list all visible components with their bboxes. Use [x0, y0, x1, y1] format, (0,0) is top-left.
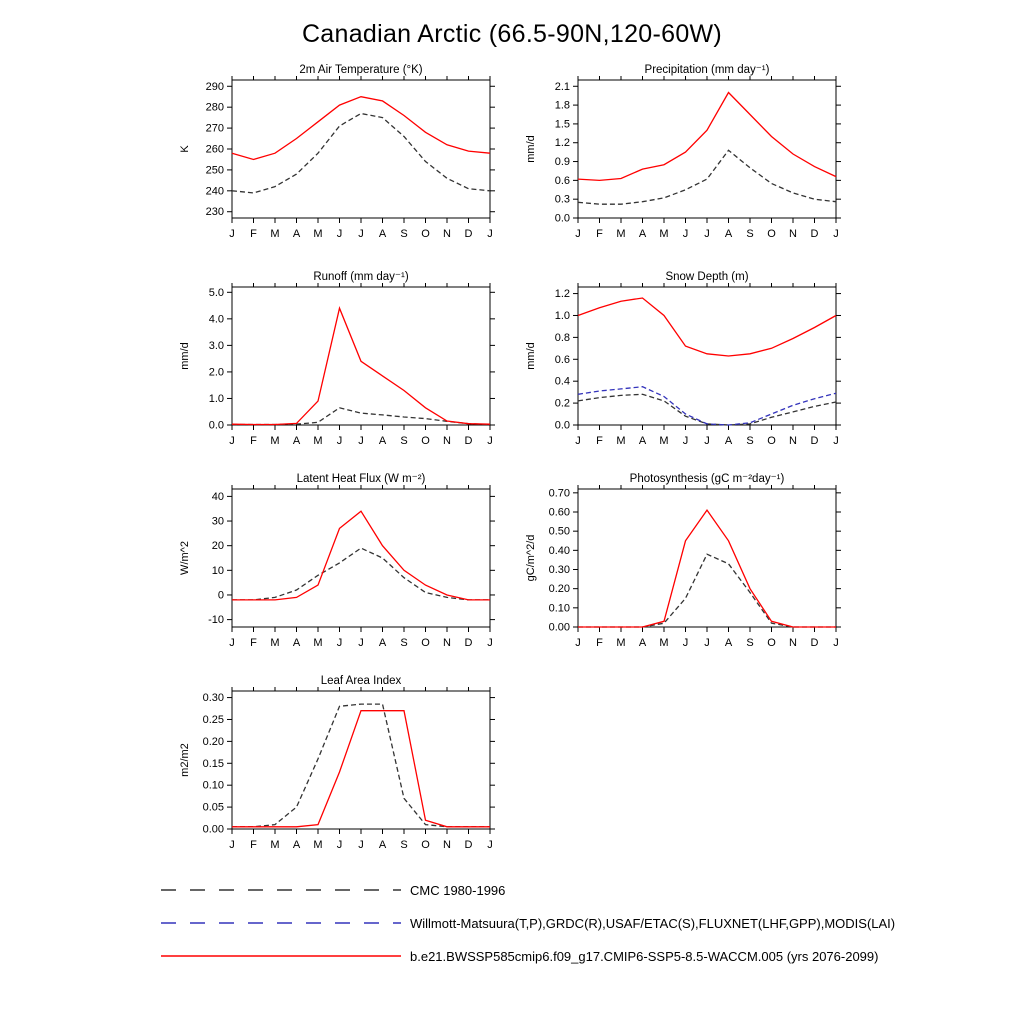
y-tick-label: 0.60: [548, 506, 570, 519]
x-tick-label: J: [575, 435, 581, 447]
x-tick-label: S: [746, 228, 754, 240]
y-tick-label: -10: [208, 614, 224, 627]
x-tick-label: D: [810, 228, 819, 240]
x-tick-label: M: [270, 435, 280, 447]
x-tick-label: J: [487, 228, 493, 240]
y-tick-label: 250: [205, 164, 224, 177]
x-tick-label: D: [464, 637, 473, 649]
series-line: [578, 394, 836, 425]
x-tick-label: F: [250, 228, 257, 240]
series-line: [578, 298, 836, 356]
y-tick-label: 20: [211, 540, 224, 553]
y-tick-label: 0.30: [202, 692, 224, 705]
chart-panel-2: [520, 60, 848, 255]
x-tick-label: M: [616, 435, 626, 447]
y-tick-label: 1.5: [554, 118, 570, 131]
x-tick-label: N: [789, 435, 797, 447]
x-tick-label: M: [270, 839, 280, 851]
y-tick-label: 0.25: [202, 713, 224, 726]
y-tick-label: 4.0: [208, 313, 224, 326]
legend-line-dashed: [160, 917, 402, 929]
chart-panel-4: [520, 267, 848, 462]
chart-title: Photosynthesis (gC m⁻²day⁻¹): [629, 473, 785, 485]
x-tick-label: D: [464, 435, 473, 447]
axes: [227, 687, 495, 834]
x-tick-label: J: [229, 435, 235, 447]
y-tick-label: 1.0: [554, 309, 570, 322]
y-tick-label: 1.0: [208, 392, 224, 405]
x-tick-label: O: [421, 228, 430, 240]
x-tick-label: F: [250, 839, 257, 851]
y-tick-label: 0.00: [202, 823, 224, 836]
y-tick-label: 290: [205, 80, 224, 93]
y-axis-label: mm/d: [179, 342, 191, 370]
y-tick-label: 230: [205, 206, 224, 219]
chart-panel-5: [174, 469, 502, 664]
y-tick-label: 0.20: [548, 583, 570, 596]
y-axis-label: W/m^2: [179, 541, 191, 575]
y-axis-label: K: [179, 145, 191, 153]
series-line: [578, 510, 836, 627]
y-tick-label: 0.6: [554, 353, 570, 366]
x-tick-label: J: [358, 637, 364, 649]
y-tick-label: 0.3: [554, 193, 570, 206]
y-axis-label: mm/d: [525, 342, 537, 370]
axes: [227, 76, 495, 223]
x-tick-label: J: [704, 228, 710, 240]
x-tick-label: J: [336, 435, 343, 447]
y-tick-label: 0.6: [554, 174, 570, 187]
y-tick-label: 10: [211, 564, 224, 577]
x-tick-label: J: [358, 228, 364, 240]
legend-label: b.e21.BWSSP585cmip6.f09_g17.CMIP6-SSP5-8.5-WACCM.005 (yrs 2076-2099): [410, 949, 879, 964]
x-tick-label: M: [659, 637, 669, 649]
x-tick-label: D: [810, 435, 819, 447]
x-tick-label: A: [724, 637, 733, 649]
x-tick-label: N: [443, 435, 451, 447]
y-tick-label: 0.05: [202, 801, 224, 814]
x-tick-label: J: [229, 637, 235, 649]
y-tick-label: 0.40: [548, 544, 570, 557]
chart-title: Leaf Area Index: [320, 675, 402, 687]
y-tick-label: 40: [211, 490, 224, 503]
y-tick-label: 1.8: [554, 99, 570, 112]
x-tick-label: A: [724, 435, 733, 447]
x-tick-label: N: [443, 637, 451, 649]
legend-item: [0, 874, 1024, 907]
x-tick-label: F: [250, 637, 257, 649]
series-line: [232, 704, 490, 827]
legend-item: [0, 940, 1024, 973]
y-tick-label: 0.0: [208, 419, 224, 432]
series-line: [578, 93, 836, 181]
x-tick-label: J: [575, 228, 581, 240]
y-tick-label: 280: [205, 101, 224, 114]
y-tick-label: 0.30: [548, 564, 570, 576]
chart-svg: [174, 60, 502, 250]
chart-title: Precipitation (mm day⁻¹): [644, 64, 770, 76]
x-tick-label: F: [596, 228, 603, 240]
x-tick-label: A: [724, 228, 733, 240]
y-tick-label: 0.0: [554, 419, 570, 432]
x-tick-label: O: [421, 839, 430, 851]
x-tick-label: F: [250, 435, 257, 447]
x-tick-label: J: [704, 435, 710, 447]
x-tick-label: J: [487, 637, 493, 649]
x-tick-label: A: [378, 435, 387, 447]
x-tick-label: S: [400, 637, 408, 649]
legend-item: [0, 907, 1024, 940]
y-tick-label: 0.50: [548, 525, 570, 538]
x-tick-label: S: [400, 839, 408, 851]
y-tick-label: 260: [205, 143, 224, 156]
chart-svg: [520, 469, 848, 659]
x-tick-label: N: [443, 228, 451, 240]
series-line: [232, 548, 490, 600]
y-tick-label: 2.0: [208, 366, 224, 379]
y-tick-label: 30: [211, 515, 224, 528]
y-tick-label: 0.70: [548, 487, 570, 500]
x-tick-label: A: [378, 228, 387, 240]
chart-title: Runoff (mm day⁻¹): [313, 271, 409, 283]
x-tick-label: A: [638, 228, 647, 240]
x-tick-label: S: [746, 435, 754, 447]
chart-panel-7: [174, 671, 502, 866]
series-line: [232, 711, 490, 827]
x-tick-label: M: [270, 228, 280, 240]
y-tick-label: 1.2: [554, 288, 570, 301]
x-tick-label: M: [616, 228, 626, 240]
chart-svg: [174, 671, 502, 861]
x-tick-label: M: [313, 435, 323, 447]
y-tick-label: 0.10: [548, 602, 570, 615]
series-line: [578, 387, 836, 425]
x-tick-label: J: [833, 435, 839, 447]
x-tick-label: A: [638, 637, 647, 649]
x-tick-label: M: [659, 228, 669, 240]
x-tick-label: J: [487, 839, 493, 851]
x-tick-label: J: [833, 637, 839, 649]
chart-title: 2m Air Temperature (°K): [299, 64, 423, 76]
x-tick-label: O: [767, 228, 776, 240]
chart-title: Snow Depth (m): [665, 271, 749, 283]
x-tick-label: M: [313, 839, 323, 851]
x-tick-label: J: [487, 435, 493, 447]
y-tick-label: 1.2: [554, 137, 570, 150]
chart-svg: [174, 469, 502, 659]
legend-label: Willmott-Matsuura(T,P),GRDC(R),USAF/ETAC(S),FLUXNET(LHF,GPP),MODIS(LAI): [410, 916, 896, 931]
legend-label: CMC 1980-1996: [410, 883, 506, 898]
x-tick-label: A: [378, 637, 387, 649]
x-tick-label: A: [638, 435, 647, 447]
x-tick-label: S: [400, 228, 408, 240]
y-tick-label: 0.9: [554, 156, 570, 169]
legend-line-dashed: [160, 884, 402, 896]
x-tick-label: J: [229, 839, 235, 851]
x-tick-label: J: [336, 839, 343, 851]
y-tick-label: 240: [205, 185, 224, 198]
x-tick-label: N: [789, 228, 797, 240]
x-tick-label: A: [378, 839, 387, 851]
x-tick-label: D: [464, 839, 473, 851]
y-tick-label: 0.15: [202, 757, 224, 770]
axes: [227, 485, 495, 632]
chart-svg: [520, 60, 848, 250]
x-tick-label: J: [336, 228, 343, 240]
x-tick-label: J: [336, 637, 343, 649]
y-axis-label: gC/m^2/d: [525, 534, 537, 582]
x-tick-label: M: [313, 637, 323, 649]
series-line: [232, 97, 490, 160]
x-tick-label: J: [682, 637, 689, 649]
y-tick-label: 0: [217, 589, 224, 602]
y-tick-label: 0.0: [554, 212, 570, 225]
x-tick-label: J: [358, 839, 364, 851]
x-tick-label: S: [400, 435, 408, 447]
x-tick-label: F: [596, 435, 603, 447]
x-tick-label: O: [767, 637, 776, 649]
y-tick-label: 270: [205, 122, 224, 135]
x-tick-label: S: [746, 637, 754, 649]
y-tick-label: 0.10: [202, 779, 224, 792]
x-tick-label: J: [704, 637, 710, 649]
x-tick-label: D: [810, 637, 819, 649]
x-tick-label: O: [421, 637, 430, 649]
x-tick-label: A: [292, 637, 301, 649]
chart-panel-1: [174, 60, 502, 255]
y-tick-label: 0.00: [548, 621, 570, 634]
x-tick-label: F: [596, 637, 603, 649]
x-tick-label: D: [464, 228, 473, 240]
y-tick-label: 3.0: [208, 339, 224, 352]
y-tick-label: 0.4: [554, 375, 570, 388]
x-tick-label: M: [313, 228, 323, 240]
chart-svg: [520, 267, 848, 457]
x-tick-label: A: [292, 435, 301, 447]
x-tick-label: M: [270, 637, 280, 649]
x-tick-label: M: [616, 637, 626, 649]
axes: [573, 283, 841, 430]
series-line: [578, 150, 836, 204]
series-line: [232, 308, 490, 424]
axes: [573, 485, 841, 632]
x-tick-label: N: [443, 839, 451, 851]
x-tick-label: O: [421, 435, 430, 447]
legend: [0, 874, 1024, 973]
x-tick-label: N: [789, 637, 797, 649]
y-tick-label: 5.0: [208, 286, 224, 299]
chart-panel-3: [174, 267, 502, 462]
x-tick-label: J: [833, 228, 839, 240]
x-tick-label: J: [575, 637, 581, 649]
x-tick-label: O: [767, 435, 776, 447]
x-tick-label: J: [358, 435, 364, 447]
axes: [573, 76, 841, 223]
y-tick-label: 0.2: [554, 397, 570, 410]
chart-panel-6: [520, 469, 848, 664]
x-tick-label: M: [659, 435, 669, 447]
x-tick-label: J: [682, 228, 689, 240]
y-tick-label: 0.20: [202, 735, 224, 748]
y-axis-label: m2/m2: [179, 743, 191, 777]
x-tick-label: J: [229, 228, 235, 240]
axes: [227, 283, 495, 430]
x-tick-label: J: [682, 435, 689, 447]
chart-svg: [174, 267, 502, 457]
series-line: [232, 114, 490, 193]
page-title: Canadian Arctic (66.5-90N,120-60W): [301, 20, 723, 48]
y-tick-label: 2.1: [554, 80, 570, 93]
series-line: [578, 554, 836, 627]
legend-line-solid: [160, 950, 402, 962]
y-axis-label: mm/d: [525, 135, 537, 163]
series-line: [232, 511, 490, 600]
x-tick-label: A: [292, 839, 301, 851]
y-tick-label: 0.8: [554, 331, 570, 344]
x-tick-label: A: [292, 228, 301, 240]
chart-title: Latent Heat Flux (W m⁻²): [296, 473, 426, 485]
